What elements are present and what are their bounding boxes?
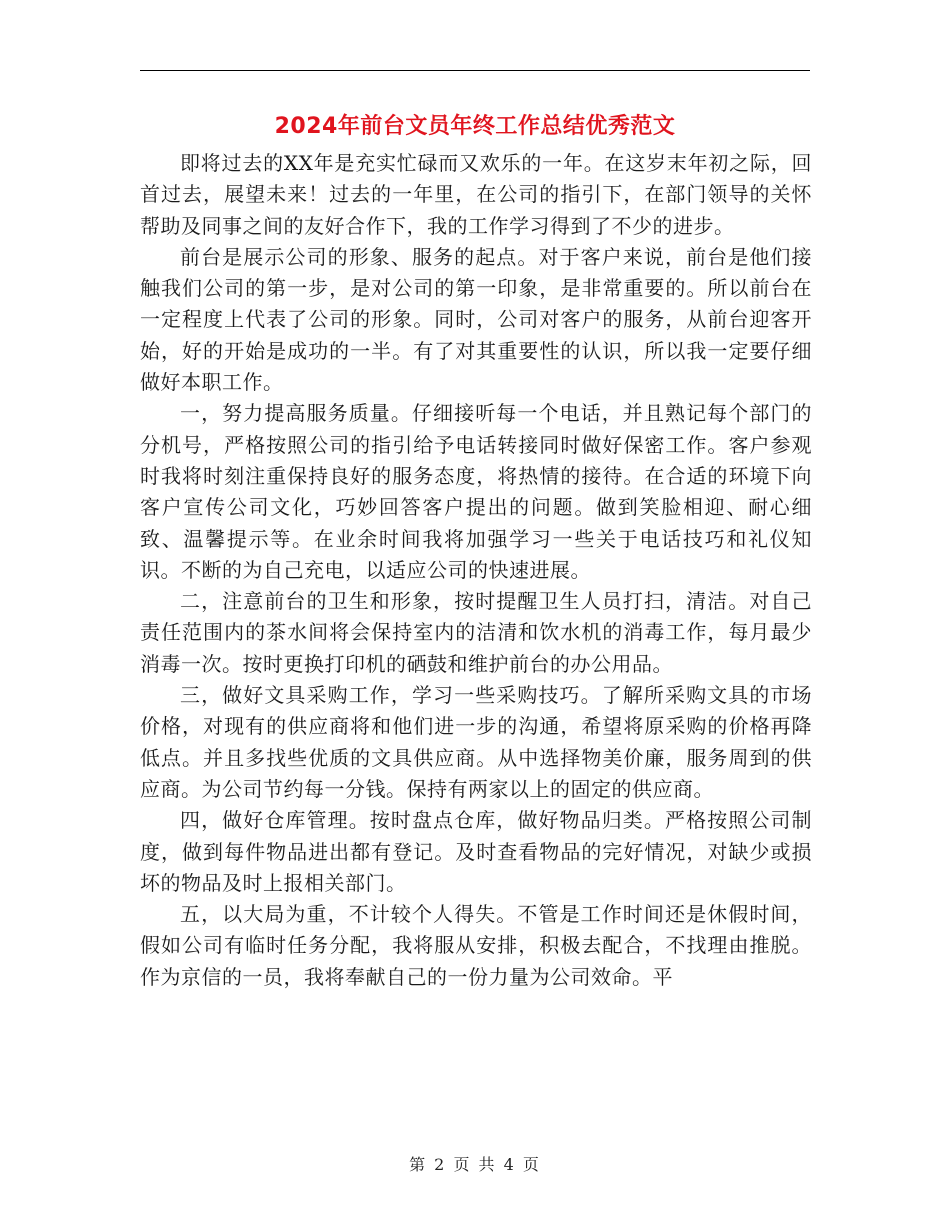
header-rule xyxy=(140,70,810,71)
paragraph-point-two: 二，注意前台的卫生和形象，按时提醒卫生人员打扫，清洁。对自己责任范围内的茶水间将会保持室内的洁清和饮水机的消毒工作，每月最少消毒一次。按时更换打印机的硒鼓和维护前台的办公用品。 xyxy=(140,589,812,676)
paragraph-front-desk-role: 前台是展示公司的形象、服务的起点。对于客户来说，前台是他们接触我们公司的第一步，是对公司的第一印象，是非常重要的。所以前台在一定程度上代表了公司的形象。同时，公司对客户的服务，从前台迎客开始，好的开始是成功的一半。有了对其重要性的认识，所以我一定要仔细做好本职工作。 xyxy=(140,244,812,395)
paragraph-point-five: 五，以大局为重，不计较个人得失。不管是工作时间还是休假时间，假如公司有临时任务分配，我将服从安排，积极去配合，不找理由推脱。作为京信的一员，我将奉献自己的一份力量为公司效命。平 xyxy=(140,902,812,989)
paragraph-point-four: 四，做好仓库管理。按时盘点仓库，做好物品归类。严格按照公司制度，做到每件物品进出都有登记。及时查看物品的完好情况，对缺少或损坏的物品及时上报相关部门。 xyxy=(140,808,812,895)
page-number: 第 2 页 共 4 页 xyxy=(409,1155,541,1174)
document-title: 2024年前台文员年终工作总结优秀范文 xyxy=(274,114,676,139)
document-body xyxy=(140,148,812,993)
paragraph-intro: 即将过去的XX年是充实忙碌而又欢乐的一年。在这岁末年初之际，回首过去，展望未来！过去的一年里，在公司的指引下，在部门领导的关怀帮助及同事之间的友好合作下，我的工作学习得到了不少的进步。 xyxy=(140,151,812,238)
paragraph-point-three: 三，做好文具采购工作，学习一些采购技巧。了解所采购文具的市场价格，对现有的供应商将和他们进一步的沟通，希望将原采购的价格再降低点。并且多找些优质的文具供应商。从中选择物美价廉，服务周到的供应商。为公司节约每一分钱。保持有两家以上的固定的供应商。 xyxy=(140,683,812,801)
paragraph-point-one: 一，努力提高服务质量。仔细接听每一个电话，并且熟记每个部门的分机号，严格按照公司的指引给予电话转接同时做好保密工作。客户参观时我将时刻注重保持良好的服务态度，将热情的接待。在合适的环境下向客户宣传公司文化，巧妙回答客户提出的问题。做到笑脸相迎、耐心细致、温馨提示等。在业余时间我将加强学习一些关于电话技巧和礼仪知识。不断的为自己充电，以适应公司的快速进展。 xyxy=(140,401,812,582)
